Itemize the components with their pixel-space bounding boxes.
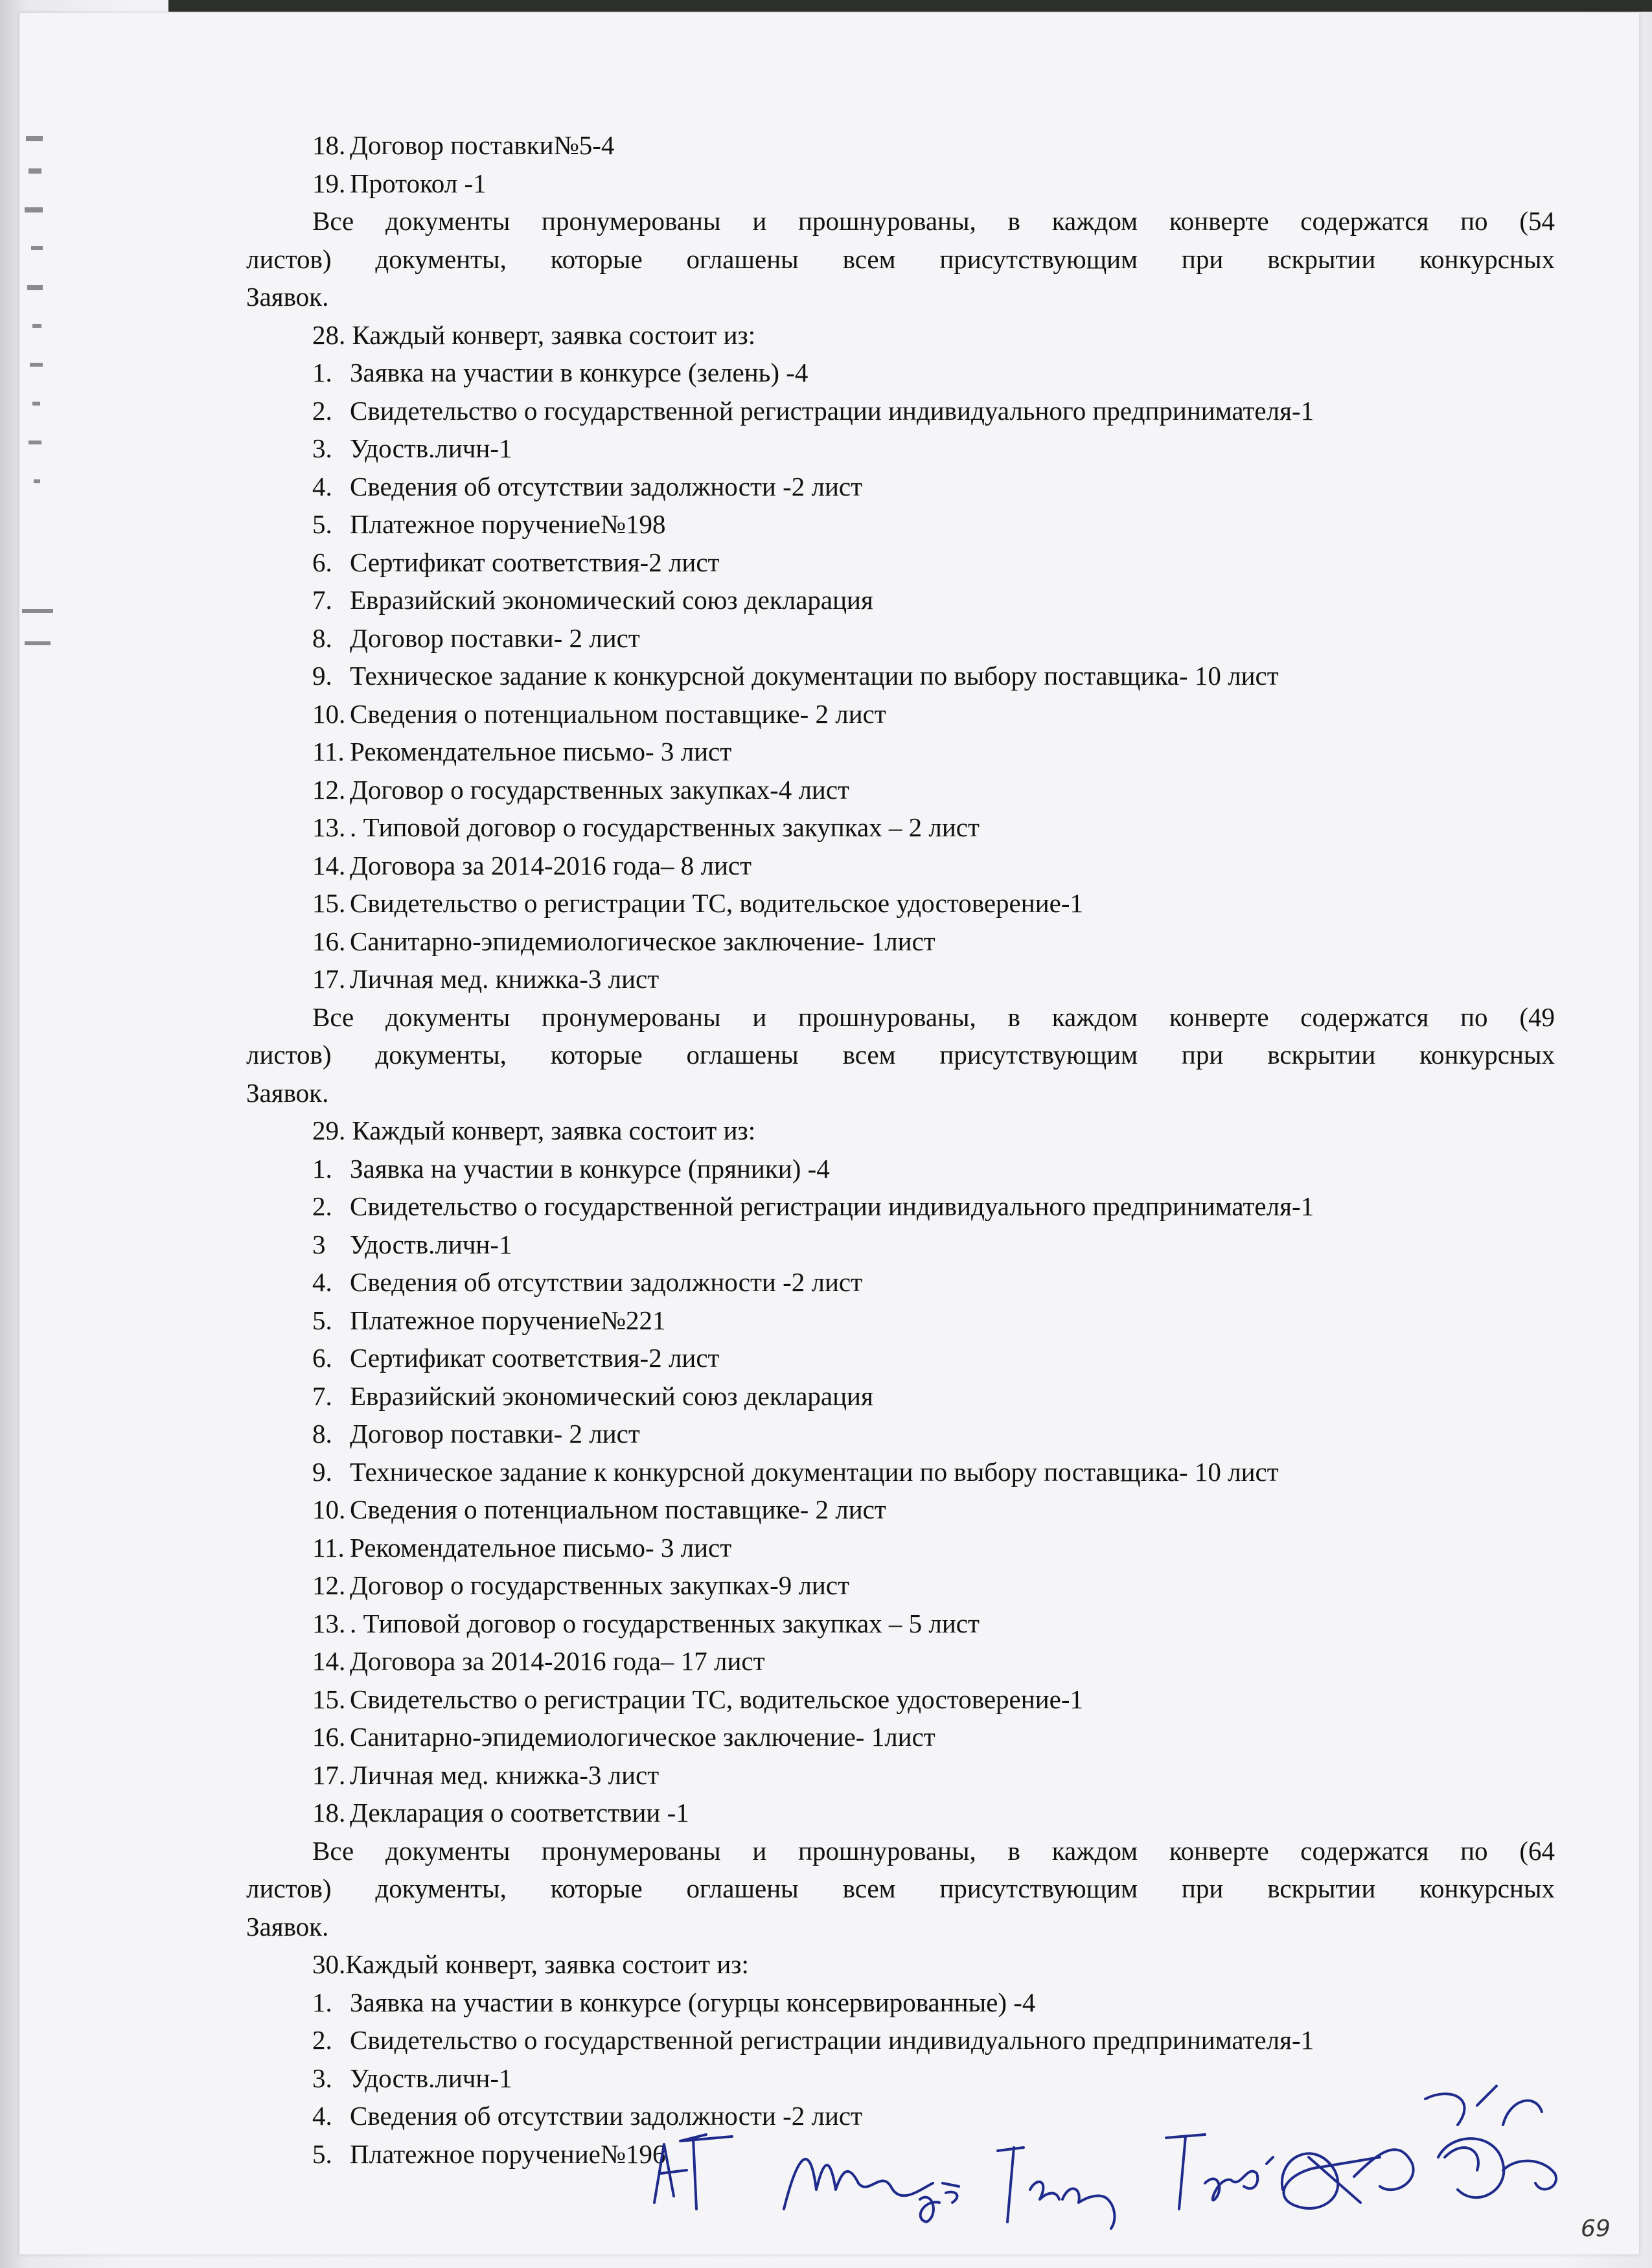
list-item-number: 4. bbox=[312, 2101, 332, 2131]
list-item-number: 11. bbox=[312, 737, 345, 766]
list-item-text: Удоств.личн-1 bbox=[350, 2063, 512, 2093]
list-item-text: Сведения об отсутствии задолжности -2 лист bbox=[350, 471, 863, 501]
list-item-number: 3. bbox=[312, 433, 332, 463]
list-item-text: Заявка на участии в конкурсе (огурцы консервированные) -4 bbox=[350, 1987, 1036, 2017]
list-item bbox=[246, 1605, 1555, 1643]
list-item bbox=[246, 1984, 1555, 2022]
list-item-number: 10. bbox=[312, 698, 346, 729]
list-item bbox=[246, 808, 1555, 847]
list-item-number: 18. bbox=[312, 1798, 346, 1827]
list-item bbox=[246, 1453, 1555, 1491]
list-item-number: 14. bbox=[312, 850, 346, 880]
list-item-number: 19. bbox=[312, 168, 346, 198]
list-item-text: Договор о государственных закупках-4 лист bbox=[350, 774, 849, 805]
list-item bbox=[246, 165, 1555, 203]
list-item-number: 8. bbox=[312, 1419, 332, 1449]
list-item bbox=[246, 884, 1555, 922]
scanner-edge-bar bbox=[168, 0, 1652, 12]
list-item-number: 4. bbox=[312, 1267, 332, 1297]
paragraph-line: листов) документы, которые оглашены всем присутствующим при вскрытии конкурсных bbox=[246, 1873, 1555, 1903]
list-item-number: 1. bbox=[312, 1153, 332, 1184]
list-item-text: Свидетельство о регистрации ТС, водительское удостоверение-1 bbox=[350, 1684, 1083, 1714]
list-item-text: Сведения об отсутствии задолжности -2 лист bbox=[350, 2101, 863, 2131]
list-item bbox=[246, 126, 1555, 165]
paragraph-line: Все документы пронумерованы и прошнурованы, в каждом конверте содержатся по (49 bbox=[312, 1002, 1555, 1032]
paragraph-line: Заявок. bbox=[246, 1077, 329, 1108]
list-item-number: 4. bbox=[312, 471, 332, 501]
list-item bbox=[246, 1680, 1555, 1719]
list-item-number: 9. bbox=[312, 1456, 332, 1487]
list-item-text: Свидетельство о государственной регистрации индивидуального предпринимателя-1 bbox=[350, 2025, 1314, 2055]
list-item-number: 12. bbox=[312, 774, 346, 805]
list-item bbox=[246, 922, 1555, 961]
list-item-number: 15. bbox=[312, 1684, 346, 1714]
list-item-text: Договор о государственных закупках-9 лист bbox=[350, 1570, 849, 1600]
list-item-text: Договор поставки- 2 лист bbox=[350, 1419, 640, 1449]
list-item-text: Платежное поручение№196 bbox=[350, 2138, 666, 2169]
list-item-number: 16. bbox=[312, 1722, 346, 1752]
list-item-text: Протокол -1 bbox=[350, 168, 487, 198]
list-item-text: Декларация о соответствии -1 bbox=[350, 1798, 689, 1827]
list-item-text: Сертификат соответствия-2 лист bbox=[350, 1343, 720, 1373]
list-item-text: Санитарно-эпидемиологическое заключение- 1лист bbox=[350, 1722, 935, 1752]
list-item-text: Рекомендательное письмо- 3 лист bbox=[350, 1532, 732, 1563]
list-item bbox=[246, 1301, 1555, 1340]
list-item bbox=[246, 1566, 1555, 1605]
list-item-number: 9. bbox=[312, 661, 332, 691]
list-item-text: Заявка на участии в конкурсе (зелень) -4 bbox=[350, 358, 809, 387]
section-heading: 30.Каждый конверт, заявка состоит из: bbox=[312, 1949, 749, 1979]
list-item bbox=[246, 847, 1555, 885]
list-item bbox=[246, 1150, 1555, 1188]
list-item-number: 13. bbox=[312, 812, 346, 842]
list-item-text: Свидетельство о государственной регистрации индивидуального предпринимателя-1 bbox=[350, 395, 1314, 426]
list-item-number: 14. bbox=[312, 1646, 346, 1676]
list-item bbox=[246, 771, 1555, 809]
list-item bbox=[246, 733, 1555, 771]
list-item-number: 7. bbox=[312, 1380, 332, 1411]
list-item bbox=[246, 1642, 1555, 1680]
list-item-number: 13. bbox=[312, 1608, 346, 1638]
list-item-text: Свидетельство о регистрации ТС, водительское удостоверение-1 bbox=[350, 888, 1083, 918]
section-heading: 29. Каждый конверт, заявка состоит из: bbox=[312, 1116, 756, 1145]
paragraph-line: листов) документы, которые оглашены всем присутствующим при вскрытии конкурсных bbox=[246, 244, 1555, 274]
list-item bbox=[246, 1794, 1555, 1832]
list-item-text: Техническое задание к конкурсной документации по выбору поставщика- 10 лист bbox=[350, 1456, 1279, 1487]
list-item bbox=[246, 544, 1555, 582]
list-item-number: 2. bbox=[312, 1191, 332, 1221]
list-item-number: 3 bbox=[312, 1229, 326, 1259]
list-item bbox=[246, 1226, 1555, 1264]
paragraph-line: листов) документы, которые оглашены всем присутствующим при вскрытии конкурсных bbox=[246, 1040, 1555, 1070]
list-item bbox=[246, 354, 1555, 392]
list-item bbox=[246, 430, 1555, 468]
list-item-number: 16. bbox=[312, 926, 346, 956]
handwritten-signatures bbox=[635, 2060, 1607, 2254]
list-item-text: . Типовой договор о государственных закупках – 2 лист bbox=[350, 812, 980, 842]
list-item bbox=[246, 1756, 1555, 1794]
list-item-text: Сертификат соответствия-2 лист bbox=[350, 547, 720, 577]
list-item-number: 8. bbox=[312, 623, 332, 653]
list-item-text: Договор поставки№5-4 bbox=[350, 130, 615, 160]
list-item-text: Заявка на участии в конкурсе (пряники) -4 bbox=[350, 1153, 830, 1184]
paragraph-line: Заявок. bbox=[246, 282, 329, 312]
list-item-text: Евразийский экономический союз декларация bbox=[350, 1380, 873, 1411]
list-item-number: 11. bbox=[312, 1532, 345, 1563]
paragraph-line: Все документы пронумерованы и прошнурованы, в каждом конверте содержатся по (54 bbox=[312, 206, 1555, 236]
list-item-number: 3. bbox=[312, 2063, 332, 2093]
list-item-text: Личная мед. книжка-3 лист bbox=[350, 1759, 660, 1790]
list-item-number: 2. bbox=[312, 2025, 332, 2055]
list-item-number: 2. bbox=[312, 395, 332, 426]
list-item-text: Сведения об отсутствии задолжности -2 лист bbox=[350, 1267, 863, 1297]
list-item-number: 6. bbox=[312, 547, 332, 577]
list-item-text: Свидетельство о государственной регистрации индивидуального предпринимателя-1 bbox=[350, 1191, 1314, 1221]
paragraph-line: Заявок. bbox=[246, 1911, 329, 1942]
list-item bbox=[246, 468, 1555, 506]
list-item bbox=[246, 960, 1555, 998]
list-item-number: 5. bbox=[312, 509, 332, 539]
list-item-text: Договора за 2014-2016 года– 17 лист bbox=[350, 1646, 765, 1676]
list-item-text: Сведения о потенциальном поставщике- 2 лист bbox=[350, 1495, 886, 1524]
list-item bbox=[246, 695, 1555, 733]
document-body bbox=[246, 126, 1555, 2173]
list-item-number: 15. bbox=[312, 888, 346, 918]
section-heading: 28. Каждый конверт, заявка состоит из: bbox=[312, 319, 756, 350]
paragraph-line: Все документы пронумерованы и прошнурованы, в каждом конверте содержатся по (64 bbox=[312, 1835, 1555, 1866]
list-item-text: Техническое задание к конкурсной документации по выбору поставщика- 10 лист bbox=[350, 661, 1279, 691]
list-item bbox=[246, 1339, 1555, 1377]
list-item-text: Договора за 2014-2016 года– 8 лист bbox=[350, 850, 752, 880]
list-item bbox=[246, 1718, 1555, 1756]
list-item-number: 17. bbox=[312, 964, 346, 994]
list-item-text: Удоств.личн-1 bbox=[350, 1229, 512, 1259]
list-item-text: Удоств.личн-1 bbox=[350, 433, 512, 463]
list-item-number: 1. bbox=[312, 358, 332, 387]
list-item-number: 7. bbox=[312, 585, 332, 615]
list-item-text: Евразийский экономический союз декларация bbox=[350, 585, 873, 615]
list-item-text: . Типовой договор о государственных закупках – 5 лист bbox=[350, 1608, 980, 1638]
list-item bbox=[246, 2021, 1555, 2059]
list-item-text: Сведения о потенциальном поставщике- 2 лист bbox=[350, 698, 886, 729]
list-item-number: 10. bbox=[312, 1495, 346, 1524]
list-item bbox=[246, 1529, 1555, 1567]
list-item-number: 5. bbox=[312, 2138, 332, 2169]
page-number: 69 bbox=[1581, 2216, 1611, 2242]
list-item-number: 17. bbox=[312, 1759, 346, 1790]
list-item bbox=[246, 1263, 1555, 1301]
list-item bbox=[246, 505, 1555, 544]
list-item-text: Санитарно-эпидемиологическое заключение- 1лист bbox=[350, 926, 935, 956]
list-item-number: 6. bbox=[312, 1343, 332, 1373]
list-item-text: Личная мед. книжка-3 лист bbox=[350, 964, 660, 994]
list-item bbox=[246, 619, 1555, 658]
list-item-number: 18. bbox=[312, 130, 346, 160]
previous-page-edge-marks bbox=[19, 130, 58, 726]
list-item-text: Рекомендательное письмо- 3 лист bbox=[350, 737, 732, 766]
list-item-number: 1. bbox=[312, 1987, 332, 2017]
list-item-number: 5. bbox=[312, 1305, 332, 1335]
edge-marks-graphic bbox=[19, 130, 58, 713]
list-item-number: 12. bbox=[312, 1570, 346, 1600]
list-item-text: Платежное поручение№221 bbox=[350, 1305, 666, 1335]
list-item bbox=[246, 1415, 1555, 1453]
list-item-text: Договор поставки- 2 лист bbox=[350, 623, 640, 653]
list-item bbox=[246, 1377, 1555, 1415]
list-item bbox=[246, 1187, 1555, 1226]
list-item bbox=[246, 657, 1555, 695]
list-item bbox=[246, 1491, 1555, 1529]
list-item-text: Платежное поручение№198 bbox=[350, 509, 666, 539]
list-item bbox=[246, 581, 1555, 619]
list-item bbox=[246, 392, 1555, 430]
